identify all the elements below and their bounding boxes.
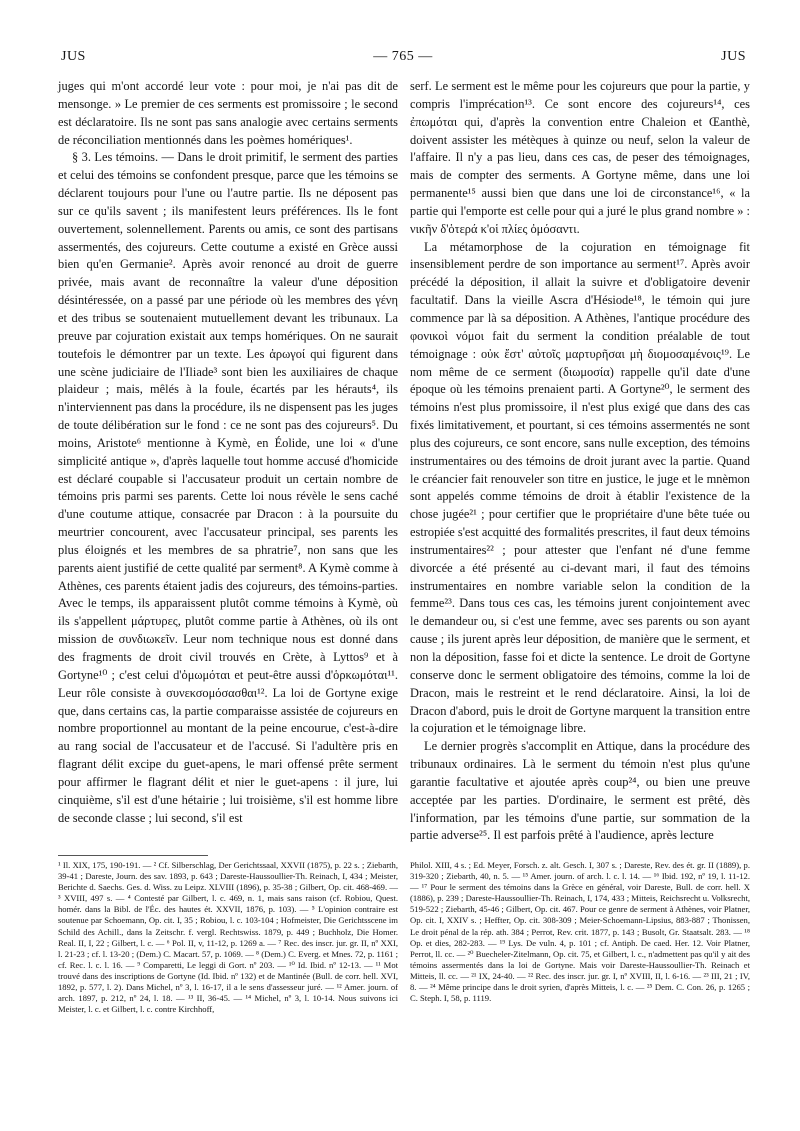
footnotes-right	[410, 860, 750, 1004]
paragraph: § 3. Les témoins. — Dans le droit primitif, le serment des parties et celui des témoins se confondent presque, parce que les témoins se déclarent toujours pour l'une ou l'autre partie. Ils ne déposent pas sur ce qu'ils savent ; ils manifestent leurs préférences. Ils le font ouvertement, solennellement. Parents ou amis, ce sont des partisans assermentés, des cojureurs. Cette coutume a existé en Grèce aussi bien qu'en Germanie². Après avoir renoncé au droit de guerre privée, mais avant de reconnaître la valeur d'une déposition désintéressée, on a passé par une période où les membres des γένη et des tribus se soutenaient mutuellement devant les tribunaux. La preuve par cojuration existait aux temps homériques. On ne saurait toutefois le démontrer par un texte. Les ἀρωγοί qui figurent dans une scène judiciaire de l'Iliade³ sont bien les auxiliaires de chaque plaideur ; mais, mêlés à la foule, écartés par les hérauts⁴, ils n'interviennent pas dans la procédure, ils ne dispensent pas les juges de toute délibération sur le fond : ce ne sont pas des cojureurs⁵. Du moins, Aristote⁶ mentionne à Kymè, en Éolide, une loi « d'une simplicité antique », d'après laquelle tout homme accusé d'homicide est déclaré coupable si l'accusateur produit un certain nombre de témoins pris parmi ses parents. Cette loi nous révèle le sens caché d'une coutume attique, consacrée par Dracon : à la poursuite du meurtrier concourent, avec l'accusateur principal, ses parents les plus éloignés et les membres de sa phratrie⁷, non sans que les parents aient justifié de cette qualité par serment⁸. A Kymè comme à Athènes, ces parents étaient jadis des cojureurs, des témoins-parties. Avec le temps, ils apparaissent plutôt comme témoins à Kymè, où ils s'appellent μάρτυρες, plutôt comme partie à Athènes, où ils ont mission de συνδιωκεῖν. Leur nom technique nous est donné dans des fragments de droit civil trouvés en Crète, à Lyttos⁹ et à Gortyne¹⁰ ; c'est celui d'ὀμωμόται et peut-être aussi d'ὁρκωμόται¹¹. Leur rôle consiste à συνεκσομόσασθαι¹². La loi de Gortyne exige que, dans certains cas, la partie comparaisse assistée de cojureurs en nombre proportionnel au montant de la peine encourue, c'est-à-dire au rang social de l'accusateur et de l'accusé. Si l'adultère pris en flagrant délit excipe du guet-apens, le mari offensé prête serment pour affirmer le flagrant délit et nier le guet-apens : il jure, lui cinquième, s'il est d'une hétairie ; lui troisième, s'il est homme libre de seconde classe ; lui second, s'il est	[58, 150, 398, 825]
page-number: — 765 —	[373, 49, 433, 64]
paragraph: La métamorphose de la cojuration en témoignage fit insensiblement perdre de son importance au serment¹⁷. Après avoir précédé la déposition, il allait la suivre et d'obligatoire devenir facultatif. Dans la vieille Ascra d'Hésiode¹⁸, le témoin qui jure commence par là sa déposition. A Athènes, l'antique procédure des φονικοὶ νόμοι fait du serment la condition préalable de tout témoignage : οὐκ ἔστ' αὐτοῖς μαρτυρῆσαι μὴ διομοσαμένοις¹⁹. Le nom même de ce serment (διωμοσία) rappelle qu'il date d'une époque où les témoins prenaient parti. A Gortyne²⁰, le serment des témoins n'est plus promissoire, il n'est plus exigé que dans des cas fixés limitativement, et pourtant, si ces témoins assermentés ne sont plus des cojureurs, ce sont encore, sans nulle exception, des témoins instrumentaires ou des témoins de droit jurant avec la partie. Quand le créancier fait renouveler son titre en justice, le juge et le mnèmon sont appelés comme témoins de droit à établir l'existence de la chose jugée²¹ ; pour certifier que le propriétaire d'une bête tuée ou estropiée s'est acquitté des formalités prescrites, il faut deux témoins instrumentaires²² ; pour attester que l'enfant né d'une femme divorcée a été présenté au ci-devant mari, il faut des témoins instrumentaires en nombre variable selon la condition de la femme²³. Dans tous ces cas, les témoins jurent conjointement avec le demandeur ou, si c'est une femme, avec ses parents ou son ayant cause ; ils jurent après leur déposition, de manière que le serment, et non la déposition, fasse foi et dicte la sentence. Le droit de Gortyne conserve donc le serment obligatoire des témoins, comme la loi de Dracon, mais le restreint et le rend déclaratoire. Ainsi, la loi de Dracon d'abord, puis le droit de Gortyne marquent la transition entre la cojuration et le témoignage libre.	[410, 239, 750, 736]
paragraph: Le dernier progrès s'accomplit en Attique, dans la procédure des tribunaux ordinaires. Là le serment du témoin n'est plus qu'une garantie facultative et ajoutée après coup²⁴, ou bien une preuve acceptée par les parties. D'ordinaire, le serment est prêté, dès l'information, par les témoins d'une partie, sur sommation de la partie adverse²⁵. Il est parfois prêté à l'audience, après lecture	[410, 739, 750, 843]
right-text-column	[410, 78, 750, 845]
footnote-block: ¹ Il. XIX, 175, 190-191. — ² Cf. Silberschlag, Der Gerichtssaal, XXVII (1875), p. 22 s. ; Ziebarth, 39-41 ; Dareste, Journ. des sav. 1893, p. 643 ; Dareste-Haussoullier-Th. Reinach, I, 434 ; Meister, Berichte d. Saechs. Ges. d. Wiss. zu Leipz. XLVIII (1896), p. 35-38 ; Gilbert, Op. cit. 468-469. — ³ XVIII, 497 s. — ⁴ Contesté par Gilbert, l. c. 469, n. 1, mais sans raison (cf. Robiou, Quest. homér. dans la Bibl. de l'Éc. des hautes ét. XXVII, 1876, p. 103). — ⁵ L'opinion contraire est soutenue par Schoemann, Op. cit. I, 35 ; Robiou, l. c. 103-104 ; Hofmeister, Die Gerichtsscene im Schild des Achill., dans la Zeitschr. f. vergl. Rechtswiss. 1879, p. 449 ; Buchholz, Die Homer. Real. II, I, 22 ; Gilbert, l. c. — ⁶ Pol. II, v, 11-12, p. 1269 a. — ⁷ Rec. des inscr. jur. gr. II, nº XXI, l. 21-23 ; cf. l. 13-20 ; (Dem.) C. Macart. 57, p. 1069. — ⁸ (Dem.) C. Everg. et Mnes. 72, p. 1161 ; cf. Rec. l. c. l. 16. — ⁹ Comparetti, Le leggi di Gort. nº 203. — ¹⁰ Id. Ibid. nº 12-13. — ¹¹ Mot trouvé dans des inscriptions de Gortyne (Id. Ibid. nº 132) et de Mantinée (Bull. de corr. hell. XVI, 1892, p. 577, l. 2). Dans Michel, nº 3, l. 16-17, il a le sens d'assesseur juré. — ¹² Amer. journ. of arch. 1897, p. 212, nº 24, l. 18. — ¹³ II, 36-45. — ¹⁴ Michel, nº 3, l. 10-14. Nous suivons ici Meister, l. c. et Gilbert, l. c. contre Kirchhoff,	[58, 860, 398, 1015]
footnote-block: Philol. XIII, 4 s. ; Ed. Meyer, Forsch. z. alt. Gesch. I, 307 s. ; Dareste, Rev. des ét. gr. II (1889), p. 319-320 ; Ziebarth, 40, n. 5. — ¹⁵ Amer. journ. of arch. l. c. l. 14. — ¹⁶ Ibid. 192, nº 19, l. 11-12. — ¹⁷ Pour le serment des témoins dans la Grèce en général, voir Dareste, Bull. de corr. hell. X (1886), p. 239 ; Dareste-Haussoullier-Th. Reinach, I, 174, 433 ; Mitteis, Reichsrecht u. Volksrecht, 519-522 ; Ziebarth, 45-46 ; Gilbert, Op. cit. 467. Pour ce genre de serment à Athènes, voir Platner, Op. cit. I, XXIV s. ; Heffter, Op. cit. 308-309 ; Meier-Schoemann-Lipsius, 883-887 ; Thonissen, Le droit pénal de la rép. ath. 384 ; Perrot, Rev. crit. 1877, p. 143 ; Busolt, Gr. Staatsalt. 283. — ¹⁸ Op. et dies, 282-283. — ¹⁹ Lys. De vuln. 4, p. 101 ; cf. Antiph. De caed. Her. 12. Voir Platner, Perrot, ll. cc. — ²⁰ Buecheler-Zitelmann, Op. cit. 75, et Gilbert, l. c., n'admettent pas qu'il y ait des témoins assermentés dans la loi de Gortyne. Mais voir Dareste-Haussoullier-Th. Reinach et Mitteis, ll. cc. — ²¹ IX, 24-40. — ²² Rec. des inscr. jur. gr. I, nº XVIII, II, l. 6-16. — ²³ III, 21 ; IV, 8. — ²⁴ Même principe dans le droit syrien, d'après Mitteis, l. c. — ²⁵ Dem. C. Con. 26, p. 1265 ; C. Steph. I, 58, p. 1119.	[410, 860, 750, 1004]
paragraph: juges qui m'ont accordé leur vote : pour moi, je n'ai pas dit de mensonge. » Le premier de ces serments est promissoire ; le second est déclaratoire. Ils ne sont pas sans analogie avec certains serments de réconciliation mentionnés dans les poèmes homériques¹.	[58, 79, 398, 147]
paragraph: serf. Le serment est le même pour les cojureurs que pour la partie, y compris l'imprécation¹³. Ce sont encore des cojureurs¹⁴, ces ἐπωμόται qui, d'après la convention entre Chaleion et Œanthè, doivent assister les métèques à quinze ou neuf, selon la valeur de l'affaire. Il n'y a pas lieu, dans ces cas, de peser des témoignages, mais de compter des serments. A Gortyne même, dans une loi permanente¹⁵ aussi bien que dans une loi de circonstance¹⁶, « la partie qui l'emporte est celle pour qui a juré le plus grand nombre » : νικῆν δ'ὁτερά κ'οἱ πλίες ὀμόσαντι.	[410, 79, 750, 236]
header-right-title: JUS	[721, 49, 746, 64]
left-text-column	[58, 78, 398, 827]
footnote-divider	[58, 855, 208, 856]
header-left-title: JUS	[61, 49, 86, 64]
footnotes-left	[58, 860, 398, 1015]
running-header	[58, 49, 748, 71]
